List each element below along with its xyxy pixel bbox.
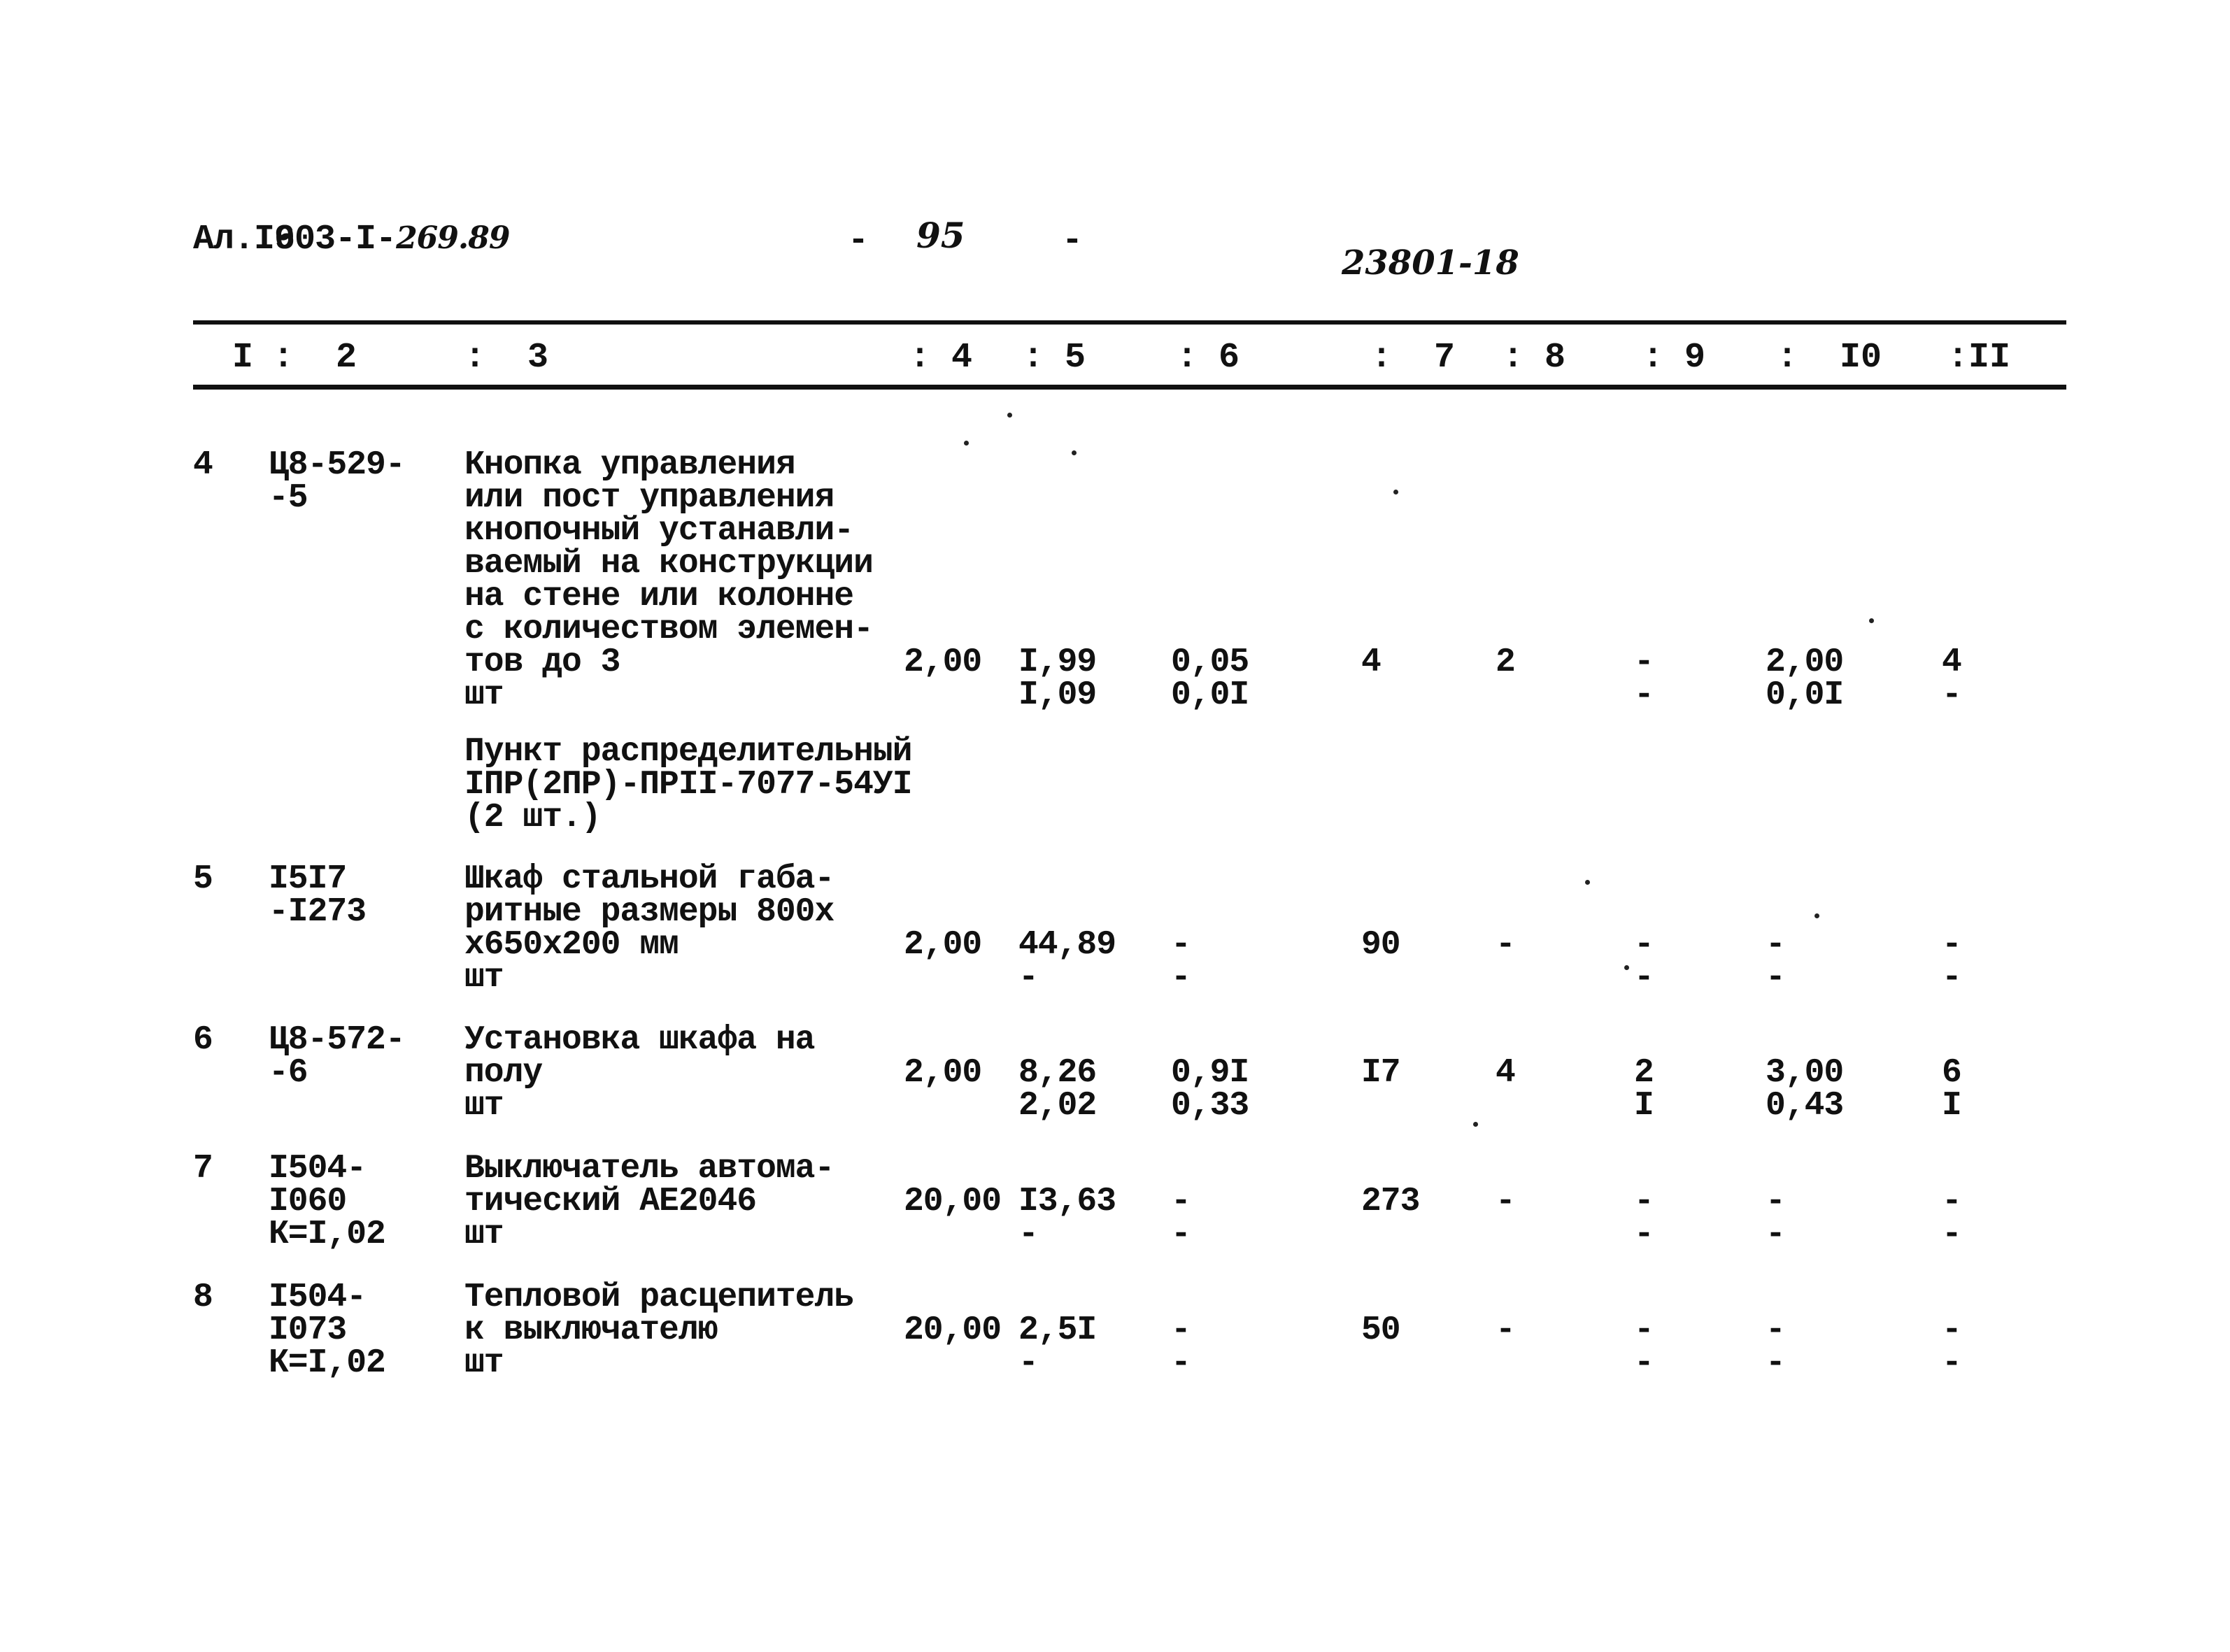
work-description-line: на стене или колонне: [464, 578, 854, 615]
col11-value-line: -: [1942, 959, 1961, 997]
col4-value: [904, 926, 982, 964]
work-description-line: Пункт распределительный: [464, 733, 912, 771]
work-description: [464, 446, 873, 714]
col11-value-line: -: [1942, 1311, 1961, 1349]
row-number: [193, 446, 213, 484]
document-code-handwritten: 269.89: [396, 220, 510, 256]
col7-value-line: 4: [1361, 643, 1381, 681]
row-number: [193, 860, 213, 898]
col8-value: [1496, 1185, 1515, 1218]
col10-value-line: 3,00: [1766, 1054, 1844, 1092]
col6-value-line: -: [1171, 926, 1191, 964]
col5-value: [1018, 1054, 1097, 1125]
work-description: [464, 1021, 815, 1125]
col5-value-line: 8,26: [1018, 1054, 1097, 1092]
work-description-line: полу: [464, 1054, 543, 1092]
col11-value: [1942, 1054, 1961, 1125]
work-description-line: кнопочный устанавли-: [464, 512, 854, 550]
table-top-rule: [193, 320, 2066, 325]
col9-value: [1634, 1311, 1654, 1382]
col11-value-line: -: [1942, 1183, 1961, 1220]
col9-value-line: -: [1634, 1183, 1654, 1220]
col-header-9: : 9: [1642, 338, 1706, 378]
col10-value: [1766, 1185, 1785, 1251]
col10-value: [1766, 1311, 1785, 1382]
col5-value: [1018, 643, 1097, 714]
col11-value: [1942, 1311, 1961, 1382]
col10-value-line: 0,43: [1766, 1087, 1844, 1125]
col5-value-line: 2,5I: [1018, 1311, 1097, 1349]
col4-value: [904, 1311, 1002, 1349]
norm-code: [269, 1281, 385, 1380]
col-header-11: :II: [1947, 338, 2011, 378]
row-number-line: 8: [193, 1279, 213, 1316]
row-number-line: 7: [193, 1150, 213, 1188]
scan-speck: [1869, 618, 1874, 623]
col8-value: [1496, 643, 1515, 681]
work-description-line: или пост управления: [464, 479, 835, 517]
scan-speck: [1007, 413, 1012, 418]
col5-value-line: 2,02: [1018, 1087, 1097, 1125]
col9-value: [1634, 643, 1654, 714]
col4-value-line: 2,00: [904, 1054, 982, 1092]
work-description: [464, 733, 912, 836]
col-header-8: : 8: [1503, 338, 1566, 378]
col7-value: [1361, 1185, 1419, 1218]
work-description-line: х650х200 мм: [464, 926, 679, 964]
col4-value-line: 20,00: [904, 1311, 1002, 1349]
col7-value-line: I7: [1361, 1054, 1400, 1092]
col10-value-line: 0,0I: [1766, 676, 1844, 714]
scan-speck: [1585, 880, 1590, 885]
scan-speck: [964, 441, 969, 446]
col4-value: [904, 1185, 1001, 1218]
row-number: [193, 1021, 213, 1059]
col8-value-line: -: [1496, 926, 1515, 964]
work-description-line: Установка шкафа на: [464, 1021, 815, 1059]
work-description-line: IПР(2ПР)-ПРII-7077-54УI: [464, 766, 912, 804]
norm-code-line: К=I,02: [269, 1344, 385, 1382]
col8-value-line: -: [1496, 1183, 1515, 1220]
work-description: [464, 860, 835, 997]
col10-value-line: -: [1766, 1183, 1785, 1220]
norm-code-line: К=I,02: [269, 1216, 385, 1253]
work-description-line: Шкаф стальной габа-: [464, 860, 835, 898]
norm-code-line: I504-: [269, 1279, 367, 1316]
row-number-line: 5: [193, 860, 213, 898]
scan-speck: [1624, 965, 1629, 970]
col6-value-line: -: [1171, 1216, 1191, 1253]
norm-code: [269, 1150, 385, 1253]
col6-value-line: -: [1171, 1311, 1191, 1349]
work-description: [464, 1281, 853, 1380]
col11-value-line: -: [1942, 676, 1961, 714]
col-header-1: I: [232, 338, 254, 378]
norm-code: [269, 1021, 405, 1092]
col8-value-line: 4: [1496, 1054, 1515, 1092]
col4-value-line: 2,00: [904, 926, 982, 964]
col10-value-line: -: [1766, 1344, 1785, 1382]
col11-value: [1942, 926, 1961, 997]
row-number-line: 6: [193, 1021, 213, 1059]
col6-value-line: -: [1171, 959, 1191, 997]
col8-value: [1496, 1311, 1515, 1349]
col10-value-line: 2,00: [1766, 643, 1844, 681]
norm-code-line: -6: [269, 1054, 308, 1092]
col5-value-line: -: [1018, 1216, 1038, 1253]
work-description-line: ваемый на конструкции: [464, 545, 873, 583]
stamp-number: 23801-18: [1342, 243, 1519, 283]
col9-value-line: -: [1634, 1216, 1654, 1253]
col5-value-line: I,99: [1018, 643, 1097, 681]
col7-value-line: 50: [1361, 1311, 1400, 1349]
col7-value: [1361, 926, 1400, 964]
col11-value-line: 4: [1942, 643, 1961, 681]
page-dash-left: -: [848, 221, 869, 261]
row-number: [193, 1150, 213, 1188]
scan-speck: [1393, 490, 1398, 494]
col8-value-line: 2: [1496, 643, 1515, 681]
table-header-rule: [193, 385, 2066, 390]
col5-value-line: 44,89: [1018, 926, 1116, 964]
col6-value: [1171, 926, 1191, 997]
norm-code: [269, 446, 405, 517]
col8-value-line: -: [1496, 1311, 1515, 1349]
col5-value: [1018, 1185, 1116, 1251]
col7-value-line: 273: [1361, 1183, 1420, 1220]
col11-value-line: -: [1942, 1216, 1961, 1253]
col6-value-line: 0,05: [1171, 643, 1249, 681]
col5-value-line: I3,63: [1018, 1183, 1116, 1220]
col4-value: [904, 1054, 982, 1092]
col6-value: [1171, 1054, 1249, 1125]
col8-value: [1496, 1054, 1515, 1092]
row-number: [193, 1281, 213, 1314]
col9-value-line: -: [1634, 1344, 1654, 1382]
col-header-3: : 3: [464, 338, 549, 378]
col6-value: [1171, 1185, 1191, 1251]
work-description-line: тический АЕ2046: [464, 1183, 757, 1220]
col5-value: [1018, 1311, 1097, 1382]
col9-value-line: -: [1634, 643, 1654, 681]
col-header-10: : I0: [1777, 338, 1882, 378]
norm-code: [269, 860, 367, 931]
col-header-4: : 4: [909, 338, 973, 378]
norm-code-line: -I273: [269, 893, 367, 931]
work-description-line: к выключателю: [464, 1311, 718, 1349]
album-label: Ал.I6: [193, 220, 295, 259]
col10-value: [1766, 1054, 1844, 1125]
col4-value-line: 20,00: [904, 1183, 1002, 1220]
work-description-line: Кнопка управления: [464, 446, 795, 484]
col10-value: [1766, 926, 1785, 997]
col7-value: [1361, 643, 1381, 681]
col11-value-line: -: [1942, 926, 1961, 964]
col9-value-line: -: [1634, 1311, 1654, 1349]
norm-code-line: I504-: [269, 1150, 367, 1188]
col10-value: [1766, 643, 1844, 714]
norm-code-line: I073: [269, 1311, 347, 1349]
row-number-line: 4: [193, 446, 213, 484]
col11-value: [1942, 643, 1961, 714]
col8-value: [1496, 926, 1515, 964]
col9-value: [1634, 1054, 1654, 1125]
col7-value-line: 90: [1361, 926, 1400, 964]
col10-value-line: -: [1766, 926, 1785, 964]
norm-code-line: Ц8-529-: [269, 446, 405, 484]
work-description-line: ритные размеры 800х: [464, 893, 835, 931]
scan-speck: [1072, 450, 1077, 455]
col9-value: [1634, 926, 1654, 997]
scan-speck: [1814, 913, 1819, 918]
work-description-line: шт: [464, 1344, 504, 1382]
work-description-line: (2 шт.): [464, 799, 601, 836]
work-description-line: шт: [464, 676, 504, 714]
col6-value: [1171, 643, 1249, 714]
col4-value: [904, 643, 982, 681]
col9-value: [1634, 1185, 1654, 1251]
norm-code-line: Ц8-572-: [269, 1021, 405, 1059]
col-header-5: : 5: [1023, 338, 1086, 378]
col-header-7: : 7: [1371, 338, 1456, 378]
col10-value-line: -: [1766, 959, 1785, 997]
norm-code-line: -5: [269, 479, 308, 517]
col-header-6: : 6: [1177, 338, 1240, 378]
work-description-line: шт: [464, 1216, 504, 1253]
col9-value-line: -: [1634, 676, 1654, 714]
work-description-line: Тепловой расцепитель: [464, 1279, 854, 1316]
col7-value: [1361, 1054, 1400, 1092]
col11-value-line: I: [1942, 1087, 1961, 1125]
col10-value-line: -: [1766, 1216, 1785, 1253]
col9-value-line: -: [1634, 926, 1654, 964]
work-description-line: тов до 3: [464, 643, 620, 681]
col6-value-line: 0,9I: [1171, 1054, 1249, 1092]
work-description-line: шт: [464, 1087, 504, 1125]
work-description-line: с количеством элемен-: [464, 611, 873, 648]
col6-value-line: 0,0I: [1171, 676, 1249, 714]
col6-value-line: -: [1171, 1344, 1191, 1382]
col5-value: [1018, 926, 1116, 997]
work-description-line: шт: [464, 959, 504, 997]
scan-speck: [1473, 1122, 1478, 1127]
page-number: 95: [916, 215, 965, 256]
col9-value-line: I: [1634, 1087, 1654, 1125]
col5-value-line: I,09: [1018, 676, 1097, 714]
col5-value-line: -: [1018, 959, 1038, 997]
page-dash-right: -: [1062, 221, 1083, 261]
col11-value: [1942, 1185, 1961, 1251]
col10-value-line: -: [1766, 1311, 1785, 1349]
col9-value-line: 2: [1634, 1054, 1654, 1092]
document-code-prefix: 903-I-: [274, 220, 397, 259]
work-description: [464, 1150, 835, 1253]
work-description-line: Выключатель автома-: [464, 1150, 835, 1188]
col6-value: [1171, 1311, 1191, 1382]
col5-value-line: -: [1018, 1344, 1038, 1382]
col6-value-line: -: [1171, 1183, 1191, 1220]
col-header-2: : 2: [273, 338, 357, 378]
col6-value-line: 0,33: [1171, 1087, 1249, 1125]
col11-value-line: 6: [1942, 1054, 1961, 1092]
col11-value-line: -: [1942, 1344, 1961, 1382]
col4-value-line: 2,00: [904, 643, 982, 681]
col9-value-line: -: [1634, 959, 1654, 997]
col7-value: [1361, 1311, 1400, 1349]
norm-code-line: I5I7: [269, 860, 347, 898]
norm-code-line: I060: [269, 1183, 347, 1220]
